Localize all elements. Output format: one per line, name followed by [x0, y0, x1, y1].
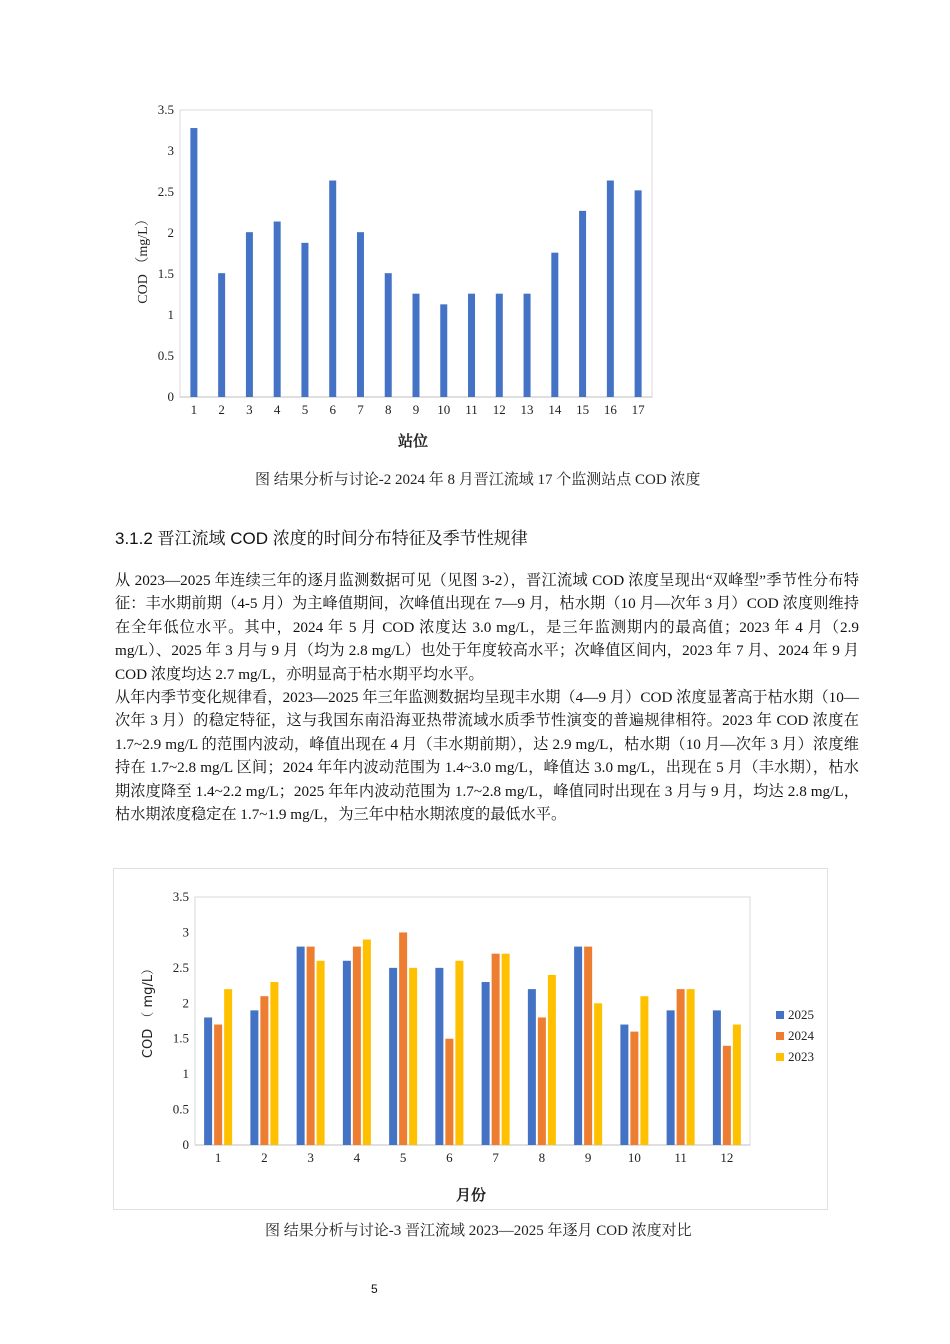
y-tick-label: 1: [182, 1066, 189, 1082]
bar-14: [551, 253, 558, 397]
x-tick-label: 2: [218, 402, 225, 417]
x-tick-label: 14: [548, 402, 562, 417]
bar-2024-4: [353, 947, 361, 1145]
bar-13: [524, 294, 531, 397]
paragraph-1: 从 2023—2025 年连续三年的逐月监测数据可见（见图 3-2），晋江流域 COD 浓度呈现出“双峰型”季节性分布特征：丰水期前期（4-5 月）为主峰值期间，次峰值出现在 7—9 月，枯水期（10 月—次年 3 月）COD 浓度则维持在全年低位水平。其中，2024 年 5 月 COD 浓度达 3.0 mg/L，是三年监测期内的最高值；2023 年 4 月（2.9 mg/L）、2025 年 3 月与 9 月（均为 2.8 mg/L）也处于年度较高水平；次峰值区间内，2023 年 7 月、2024 年 9 月 COD 浓度均达 2.7 mg/L，亦明显高于枯水期平均水平。: [115, 572, 859, 683]
paragraph-2: 从年内季节变化规律看，2023—2025 年三年监测数据均呈现丰水期（4—9 月）COD 浓度显著高于枯水期（10—次年 3 月）的稳定特征，这与我国东南沿海亚热带流域水质季节性演变的普遍规律相符。2023 年 COD 浓度在 1.7~2.9 mg/L 的范围内波动，峰值出现在 4 月（丰水期前期），达 2.9 mg/L，枯水期（10 月—次年 3 月）浓度维持在 1.7~2.8 mg/L 区间；2024 年年内波动范围为 1.4~3.0 mg/L，峰值达 3.0 mg/L，出现在 5 月（丰水期），枯水期浓度降至 1.4~2.2 mg/L；2025 年年内波动范围为 1.7~2.8 mg/L，峰值同时出现在 3 月与 9 月，均达 2.8 mg/L，枯水期浓度稳定在 1.7~1.9 mg/L，为三年中枯水期浓度的最低水平。: [115, 689, 859, 824]
bar-2023-8: [548, 975, 556, 1145]
y-tick-label: 2.5: [172, 959, 189, 975]
x-tick-label: 3: [246, 402, 253, 417]
bar-2024-8: [538, 1017, 546, 1145]
bar-2025-4: [343, 961, 351, 1145]
bar-2025-8: [528, 989, 536, 1145]
y-tick-label: 3.5: [172, 889, 189, 904]
bar-2023-6: [455, 961, 463, 1145]
y-tick-label: 2: [167, 225, 174, 240]
bar-2025-9: [574, 947, 582, 1145]
bar-2023-1: [224, 989, 232, 1145]
legend-swatch-2024: [776, 1032, 784, 1040]
figure-caption-1: 图 结果分析与讨论-2 2024 年 8 月晋江流域 17 个监测站点 COD 浓度: [255, 472, 701, 488]
x-tick-label: 6: [329, 402, 336, 417]
x-tick-label: 17: [631, 402, 645, 417]
bar-17: [635, 190, 642, 397]
y-tick-label: 0: [167, 389, 174, 404]
chart2-xlabel: 月份: [455, 1186, 487, 1204]
bar-2023-7: [502, 954, 510, 1145]
bar-2024-12: [723, 1046, 731, 1145]
y-tick-label: 2: [182, 995, 189, 1011]
bar-2023-3: [317, 961, 325, 1145]
bar-10: [440, 304, 447, 397]
x-tick-label: 4: [273, 402, 281, 417]
x-tick-label: 3: [307, 1150, 314, 1165]
x-tick-label: 6: [446, 1150, 453, 1165]
x-tick-label: 15: [576, 402, 590, 417]
y-tick-label: 0.5: [172, 1101, 189, 1117]
bar-8: [385, 273, 392, 397]
bar-2023-12: [733, 1025, 741, 1145]
y-tick-label: 3: [182, 924, 189, 940]
bar-1: [190, 128, 197, 397]
bar-2023-10: [640, 996, 648, 1145]
legend-label-2025: 2025: [788, 1007, 814, 1022]
bar-2024-3: [307, 947, 315, 1145]
x-tick-label: 8: [384, 402, 392, 417]
y-tick-label: 1.5: [172, 1030, 189, 1046]
bar-2024-1: [214, 1025, 222, 1145]
bar-2024-7: [492, 954, 500, 1145]
bar-2025-12: [713, 1010, 721, 1145]
x-tick-label: 7: [492, 1150, 499, 1165]
bar-2025-2: [250, 1010, 258, 1145]
x-tick-label: 12: [720, 1150, 734, 1165]
section-heading: 3.1.2 晋江流域 COD 浓度的时间分布特征及季节性规律: [115, 529, 528, 548]
bar-2023-5: [409, 968, 417, 1145]
x-tick-label: 8: [538, 1150, 546, 1165]
bar-2025-11: [667, 1010, 675, 1145]
chart-monthly-cod: [113, 868, 828, 1210]
x-tick-label: 5: [399, 1150, 407, 1165]
bar-2024-2: [260, 996, 268, 1145]
bar-2024-5: [399, 932, 407, 1145]
legend-label-2023: 2023: [788, 1049, 814, 1064]
bar-3: [246, 232, 253, 397]
x-tick-label: 1: [190, 402, 198, 417]
x-tick-label: 2: [261, 1150, 268, 1165]
bar-2023-2: [270, 982, 278, 1145]
bar-2024-9: [584, 947, 592, 1145]
bar-2024-11: [677, 989, 685, 1145]
bar-9: [413, 294, 420, 397]
x-tick-label: 9: [584, 1150, 592, 1165]
bar-2025-6: [435, 968, 443, 1145]
y-tick-label: 0: [182, 1137, 189, 1152]
chart-station-cod: [120, 95, 665, 460]
bar-2023-4: [363, 940, 371, 1145]
y-tick-label: 2.5: [157, 184, 174, 199]
legend-label-2024: 2024: [788, 1028, 814, 1043]
bar-2025-7: [482, 982, 490, 1145]
bar-11: [468, 294, 475, 397]
bar-4: [274, 222, 281, 397]
x-tick-label: 11: [465, 402, 478, 417]
y-tick-label: 3.5: [157, 102, 174, 117]
x-tick-label: 5: [301, 402, 309, 417]
y-tick-label: 3: [167, 143, 174, 158]
x-tick-label: 4: [353, 1150, 361, 1165]
x-tick-label: 9: [412, 402, 420, 417]
bar-2023-11: [687, 989, 695, 1145]
x-tick-label: 16: [603, 402, 617, 417]
bar-7: [357, 232, 364, 397]
bar-2025-1: [204, 1017, 212, 1145]
bar-2025-3: [297, 947, 305, 1145]
x-tick-label: 10: [627, 1150, 641, 1165]
chart1-ylabel: COD （mg/L）: [136, 212, 151, 304]
bar-15: [579, 211, 586, 397]
x-tick-label: 1: [214, 1150, 222, 1165]
chart2-ylabel: COD （ mg/L）: [141, 961, 156, 1059]
bar-2: [218, 273, 225, 397]
bar-2024-10: [630, 1032, 638, 1145]
bar-2024-6: [445, 1039, 453, 1145]
x-tick-label: 7: [357, 402, 364, 417]
x-tick-label: 11: [674, 1150, 687, 1165]
legend-swatch-2023: [776, 1053, 784, 1061]
bar-2025-10: [620, 1025, 628, 1145]
y-tick-label: 0.5: [157, 348, 174, 363]
y-tick-label: 1: [167, 307, 174, 322]
bar-16: [607, 181, 614, 397]
bar-12: [496, 294, 503, 397]
page-number: 5: [371, 1282, 378, 1296]
x-tick-label: 10: [437, 402, 451, 417]
x-tick-label: 13: [520, 402, 534, 417]
bar-5: [301, 243, 308, 397]
body-text: [115, 569, 859, 826]
legend-swatch-2025: [776, 1011, 784, 1019]
figure-caption-2: 图 结果分析与讨论-3 晋江流域 2023—2025 年逐月 COD 浓度对比: [265, 1223, 692, 1239]
bar-6: [329, 181, 336, 397]
y-tick-label: 1.5: [157, 266, 174, 281]
chart1-xlabel: 站位: [397, 432, 429, 450]
bar-2023-9: [594, 1003, 602, 1145]
x-tick-label: 12: [492, 402, 506, 417]
bar-2025-5: [389, 968, 397, 1145]
